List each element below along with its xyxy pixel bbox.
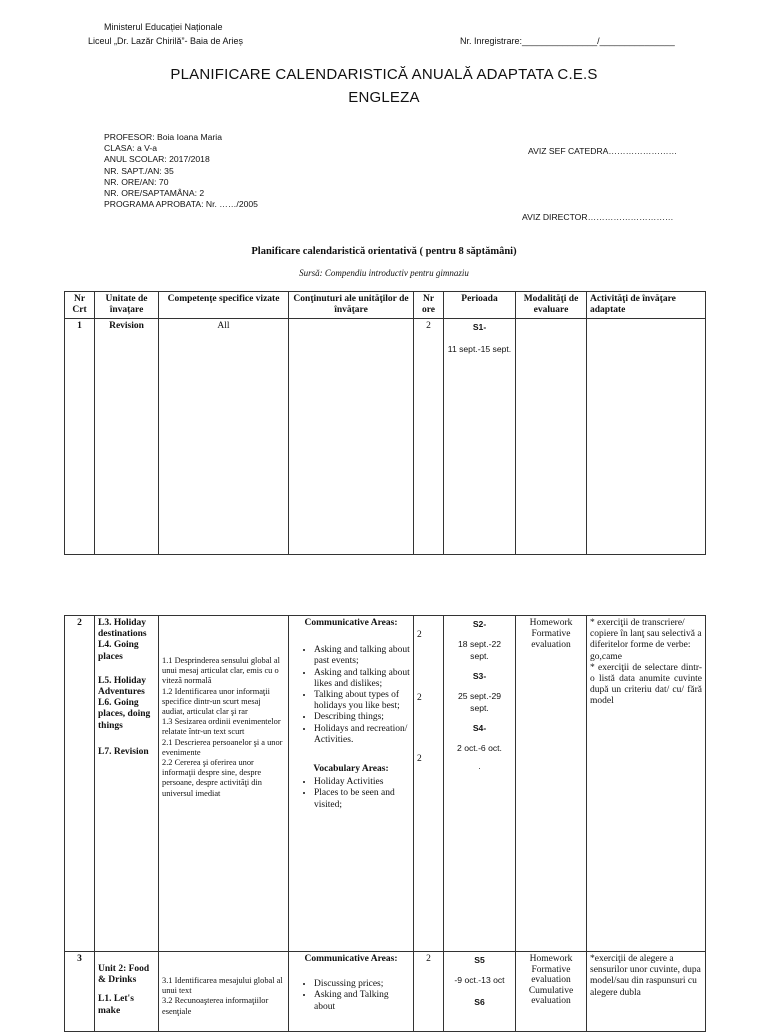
- unit-2: Unit 2: Food & Drinks: [98, 964, 150, 986]
- vocabulary-areas-title: Vocabulary Areas:: [313, 764, 389, 775]
- row-nr: 2: [65, 616, 95, 952]
- activitate-item: *exerciţii de alegere a sensurilor unor cuvinte, dupa model/sau din raspunsuri cu alegere dubla: [590, 954, 701, 998]
- row-nr: 1: [65, 319, 95, 555]
- registration-blank: _______________: [522, 36, 598, 46]
- plan-table-2: [64, 615, 706, 1032]
- evaluare-item: Homework: [529, 618, 573, 628]
- info-profesor: PROFESOR: Boia Ioana Maria: [104, 132, 222, 142]
- evaluare-item: Formative: [531, 964, 571, 975]
- list-item: • Describing things;: [314, 712, 410, 723]
- header-nr: Nr Crt: [65, 292, 95, 319]
- row-perioada: [444, 616, 516, 952]
- table-row: [65, 616, 706, 952]
- row-unit: [95, 952, 159, 1032]
- table-row: [65, 319, 706, 555]
- header-competente: Competenţe specifice vizate: [159, 292, 289, 319]
- unit-l6: L6. Going places, doing things: [98, 698, 151, 731]
- table-row: [65, 952, 706, 1032]
- registration-number: [460, 36, 675, 46]
- communicative-areas-list: [292, 979, 410, 1013]
- school-name: Liceul „Dr. Lazăr Chirilă”- Baia de Arieș: [88, 36, 244, 46]
- header-perioada: Perioada: [444, 292, 516, 319]
- week-label: S1-: [472, 322, 487, 332]
- info-an-scolar: ANUL SCOLAR: 2017/2018: [104, 154, 210, 165]
- info-ore-sapt: NR. ORE/SAPTAMÂNA: 2: [104, 188, 205, 199]
- competenta-item: 3.1 Identificarea mesajului global al unui text: [162, 976, 283, 996]
- unit-l5: L5. Holiday Adventures: [98, 675, 147, 698]
- row-continuturi: [289, 319, 414, 555]
- competenta-item: 3.2 Recunoaşterea informaţiilor esenţiale: [162, 996, 269, 1016]
- week-dates: 11 sept.-15 sept.: [447, 344, 512, 354]
- evaluare-item: Homework: [529, 954, 573, 964]
- unit-l1: L1. Let's make: [98, 994, 134, 1016]
- row-competente: [159, 616, 289, 952]
- info-sapt: NR. SAPT./AN: 35: [104, 165, 174, 176]
- registration-separator: /: [597, 36, 600, 46]
- evaluare-item: evaluation: [531, 975, 571, 986]
- competenta-item: 1.2 Identificarea unor informaţii specifice dintr-un scurt mesaj audiat, articulat clar şi rar: [162, 686, 270, 717]
- list-item: • Talking about types of holidays you like best;: [314, 690, 410, 712]
- row-ore: [414, 616, 444, 952]
- aviz-sef-catedra: AVIZ SEF CATEDRA……………………: [528, 146, 678, 156]
- list-item: • Asking and talking about past events;: [314, 645, 410, 667]
- row-unit: [95, 616, 159, 952]
- row-nr: 3: [65, 952, 95, 1032]
- page-title: PLANIFICARE CALENDARISTICĂ ANUALĂ ADAPTATA C.E.S: [170, 66, 598, 83]
- evaluare-item: Cumulative: [528, 985, 574, 996]
- registration-label: Nr. Inregistrare:: [460, 36, 523, 46]
- header-unitate: Unitate de învațare: [95, 292, 159, 319]
- header-continuturi: Conţinuturi ale unităţilor de învăţare: [289, 292, 414, 319]
- row-unit: Revision: [95, 319, 159, 555]
- unit-l4: L4. Going places: [98, 640, 139, 662]
- info-block: [104, 132, 258, 210]
- row-ore: 2: [414, 952, 444, 1032]
- evaluare-item: evaluation: [531, 640, 571, 651]
- row-competente: All: [159, 319, 289, 555]
- ore-value: 2: [417, 693, 422, 704]
- registration-blank: _______________: [599, 36, 675, 46]
- evaluare-item: Formative: [531, 629, 571, 640]
- competenta-item: 2.1 Descrierea persoanelor şi a unor evenimente: [162, 737, 283, 757]
- row-activitati: [587, 319, 706, 555]
- competenta-item: 1.3 Sesizarea ordinii evenimentelor relatate într-un text scurt: [162, 717, 281, 737]
- list-item: • Asking and Talking about: [314, 990, 410, 1012]
- list-item: • Holidays and recreation/ Activities.: [314, 724, 410, 746]
- communicative-areas-list: [292, 645, 410, 746]
- week-label: S6: [474, 997, 485, 1007]
- plan-title: Planificare calendaristică orientativă ( pentru 8 săptămâni): [251, 246, 517, 257]
- row-activitati: [587, 616, 706, 952]
- header-activitati: Activităţi de învăţare adaptate: [587, 292, 706, 319]
- plan-table-1: [64, 291, 706, 555]
- row-evaluare: [516, 952, 587, 1032]
- row-competente: [159, 952, 289, 1032]
- row-continuturi: [289, 952, 414, 1032]
- week-dates: -9 oct.-13 oct: [454, 975, 505, 985]
- row-perioada: [444, 952, 516, 1032]
- row-evaluare: [516, 616, 587, 952]
- communicative-areas-title: Communicative Areas:: [304, 618, 398, 628]
- vocabulary-areas-list: [292, 777, 410, 811]
- list-item: • Discussing prices;: [314, 979, 410, 990]
- week-label: S4-: [472, 723, 487, 733]
- period-dot: .: [478, 761, 481, 771]
- week-label: S5: [474, 955, 485, 965]
- aviz-director: AVIZ DIRECTOR…………………………: [522, 212, 674, 222]
- row-perioada: [444, 319, 516, 555]
- competenta-item: 2.2 Cererea şi oferirea unor informaţii despre sine, despre persoane, despre activităţi din universul imediat: [162, 758, 262, 798]
- ore-value: 2: [417, 630, 422, 640]
- communicative-areas-title: Communicative Areas:: [304, 954, 398, 964]
- info-clasa: CLASA: a V-a: [104, 143, 158, 154]
- competenta-item: 1.1 Desprinderea sensului global al unui mesaj articulat clar, emis cu o viteză normală: [162, 656, 280, 686]
- plan-source: Sursă: Compendiu introductiv pentru gimnaziu: [299, 268, 469, 278]
- page-subtitle: ENGLEZA: [348, 89, 420, 106]
- list-item: • Asking and talking about likes and dislikes;: [314, 668, 410, 690]
- list-item: • Places to be seen and visited;: [314, 788, 410, 810]
- activitate-item: * exerciţii de selectare dintr-o listă data anumite cuvinte după un criteriu dat/ cu/ fără model: [590, 662, 702, 707]
- row-activitati: [587, 952, 706, 1032]
- week-dates: 2 oct.-6 oct.: [457, 743, 502, 753]
- header-modalitati: Modalităţi de evaluare: [516, 292, 587, 319]
- week-dates: 18 sept.-22 sept.: [458, 639, 501, 661]
- list-item: • Holiday Activities: [314, 777, 410, 788]
- activitate-item: * exerciţii de transcriere/ copiere în lanţ sau selectivă a diferitelor forme de verbe: go,came: [590, 618, 702, 662]
- ore-value: 2: [417, 754, 422, 765]
- unit-l3: L3. Holiday destinations: [98, 618, 147, 640]
- row-evaluare: [516, 319, 587, 555]
- header-ore: Nr ore: [414, 292, 444, 319]
- week-dates: 25 sept.-29 sept.: [458, 691, 501, 713]
- unit-l7: L7. Revision: [98, 746, 149, 757]
- table-header-row: [65, 292, 706, 319]
- info-programa: PROGRAMA APROBATA: Nr. ……/2005: [104, 199, 258, 210]
- week-label: S3-: [472, 671, 487, 681]
- ministry-name: Ministerul Educației Naționale: [104, 22, 223, 32]
- week-label: S2-: [472, 619, 487, 629]
- evaluare-item: evaluation: [531, 996, 571, 1007]
- row-continuturi: [289, 616, 414, 952]
- row-ore: 2: [414, 319, 444, 555]
- info-ore-an: NR. ORE/AN: 70: [104, 176, 169, 187]
